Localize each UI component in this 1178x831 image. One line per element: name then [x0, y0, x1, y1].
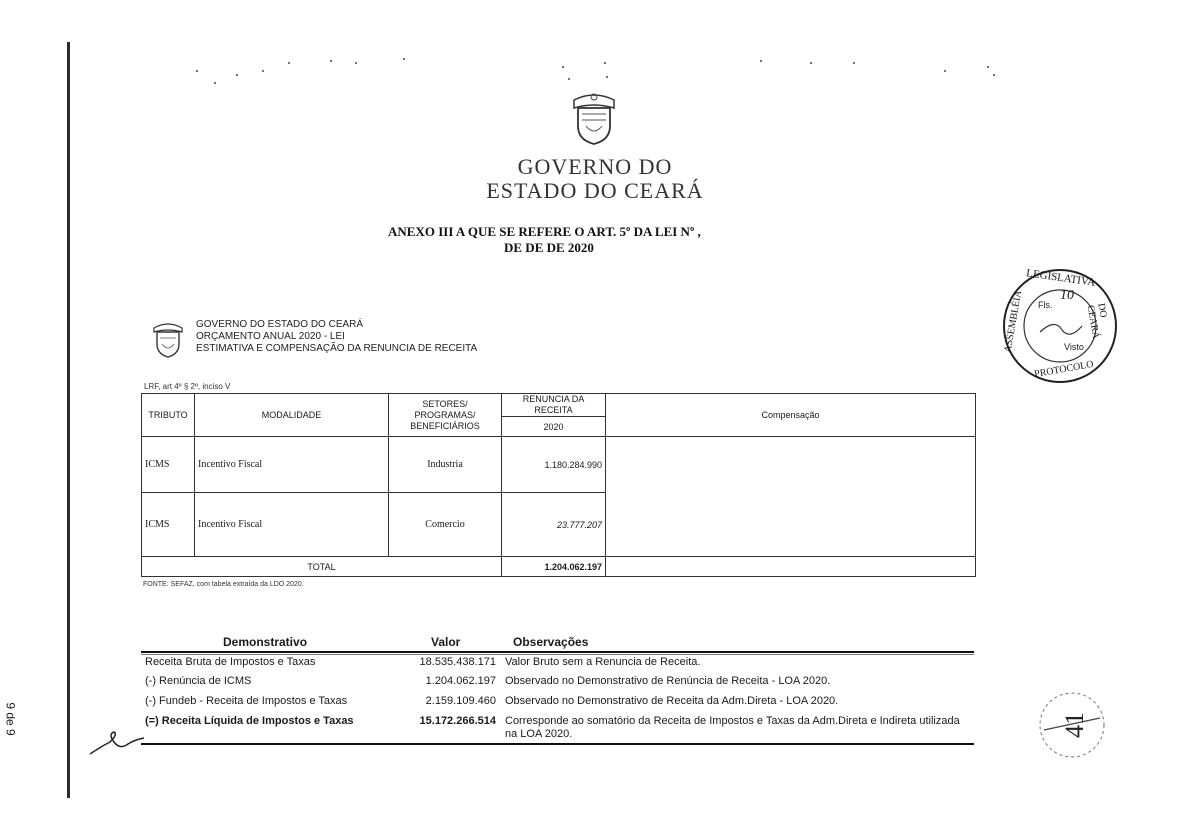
seal-visto-label: Visto [1064, 342, 1084, 352]
dem-header-valor: Valor [431, 635, 461, 649]
cell-compensacao [606, 437, 976, 557]
subheader-line1: GOVERNO DO ESTADO DO CEARÁ [196, 319, 364, 330]
dem-label: (-) Renúncia de ICMS [145, 675, 252, 687]
dem-header-rule [141, 651, 974, 653]
left-margin-rule [67, 42, 70, 798]
table-row [141, 656, 974, 672]
dem-valor: 18.535.438.171 [419, 656, 496, 668]
lrf-note: LRF, art 4º § 2º, inciso V [144, 382, 231, 391]
dem-label: (=) Receita Líquida de Impostos e Taxas [145, 715, 354, 727]
cell-tributo: ICMS [142, 493, 195, 557]
dem-obs: Observado no Demonstrativo de Receita da Adm.Direta - LOA 2020. [505, 695, 839, 707]
table-row [141, 695, 974, 711]
dem-header-rule-thin [141, 654, 974, 655]
cell-setor: Comercio [389, 493, 502, 557]
ceara-coat-of-arms-icon [566, 88, 622, 146]
seal-fls-label: Fls. [1038, 300, 1053, 310]
table-row [141, 715, 974, 743]
th-compensacao: Compensação [606, 394, 976, 437]
seal-top-text: LEGISLATIVA [1025, 267, 1096, 289]
table-row [142, 437, 976, 493]
signature-icon [88, 728, 146, 758]
th-modalidade: MODALIDADE [195, 394, 389, 437]
dem-obs: Corresponde ao somatório da Receita de Impostos e Taxas da Adm.Direta e Indireta utilizada na LOA 2020. [505, 715, 960, 740]
cell-setor: Industria [389, 437, 502, 493]
dem-valor: 1.204.062.197 [425, 675, 496, 687]
protocol-seal [1000, 266, 1120, 386]
dem-label: Receita Bruta de Impostos e Taxas [145, 656, 316, 668]
corner-mark-number: 41 [1060, 712, 1089, 738]
fonte-note: FONTE: SEFAZ, com tabela extraída da LDO 2020. [143, 581, 304, 588]
anexo-title-line1: ANEXO III A QUE SE REFERE O ART. 5º DA LEI Nº , [388, 224, 701, 239]
anexo-title-line2: DE DE DE 2020 [504, 240, 594, 255]
th-renuncia: RENUNCIA DA RECEITA [502, 394, 606, 417]
seal-right-text: DO CEARÁ [1084, 302, 1109, 340]
demonstrativo-header [141, 635, 974, 651]
dem-footer-rule [141, 743, 974, 745]
dem-obs: Observado no Demonstrativo de Renúncia de Receita - LOA 2020. [505, 675, 831, 687]
seal-left-text: ASSEMBLÉIA [1002, 289, 1025, 354]
page-number: 9 de 9 [3, 702, 18, 736]
cell-modalidade: Incentivo Fiscal [195, 493, 389, 557]
cell-valor: 23.777.207 [502, 493, 606, 557]
th-tributo: TRIBUTO [142, 394, 195, 437]
total-compensacao-empty [606, 557, 976, 577]
seal-bottom-text: PROTOCOLO [1033, 358, 1095, 381]
subheader-line2: ORÇAMENTO ANUAL 2020 - LEI [196, 331, 345, 342]
dem-valor: 15.172.266.514 [419, 715, 496, 727]
total-value: 1.204.062.197 [502, 557, 606, 577]
cell-tributo: ICMS [142, 437, 195, 493]
corner-mark [1034, 690, 1110, 760]
th-ano: 2020 [502, 417, 606, 437]
subheader-line3: ESTIMATIVA E COMPENSAÇÃO DA RENUNCIA DE RECEITA [196, 343, 478, 354]
dem-header-label: Demonstrativo [223, 635, 308, 649]
th-setores: SETORES/ PROGRAMAS/ BENEFICIÁRIOS [389, 394, 502, 437]
cell-valor: 1.180.284.990 [502, 437, 606, 493]
dem-label: (-) Fundeb - Receita de Impostos e Taxas [145, 695, 348, 707]
total-label: TOTAL [142, 557, 502, 577]
gov-title-line2: ESTADO DO CEARÁ [486, 178, 704, 203]
dem-header-obs: Observações [513, 635, 589, 649]
table-row [141, 675, 974, 691]
gov-title-line1: GOVERNO DO [517, 154, 673, 179]
total-row [142, 557, 976, 577]
renuncia-table [141, 393, 976, 577]
cell-modalidade: Incentivo Fiscal [195, 437, 389, 493]
small-coat-of-arms-icon [150, 320, 186, 358]
seal-fls-value: 10 [1060, 288, 1074, 303]
anexo-title [388, 224, 818, 256]
dem-obs: Valor Bruto sem a Renuncia de Receita. [505, 656, 701, 668]
dem-valor: 2.159.109.460 [425, 695, 496, 707]
